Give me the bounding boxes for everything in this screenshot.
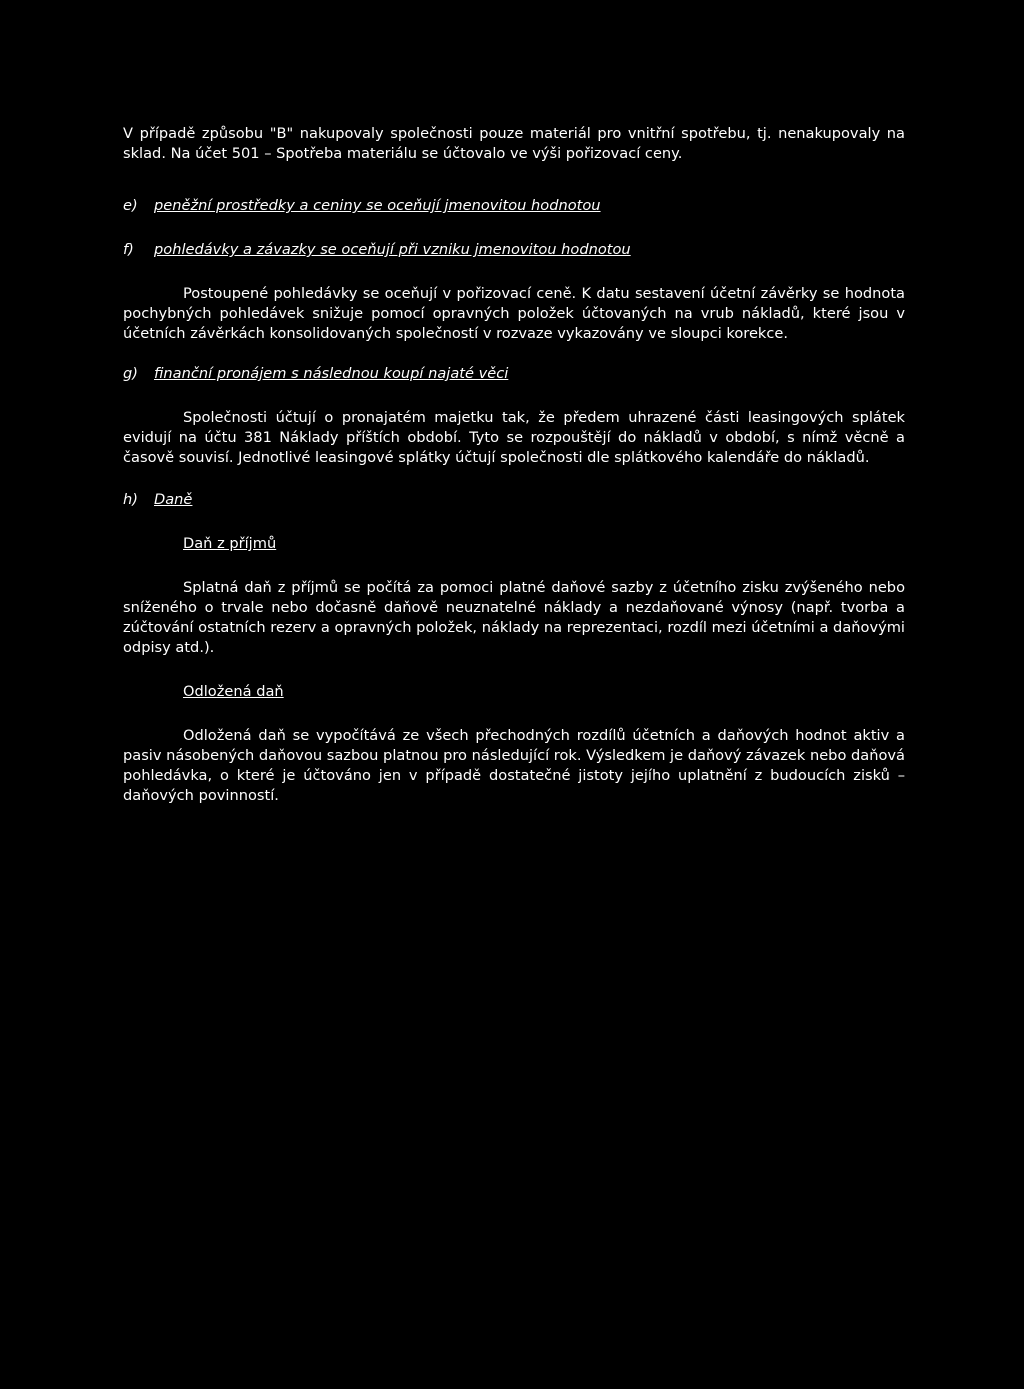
section-h-title: Daně xyxy=(154,491,193,508)
section-e-marker: e) xyxy=(123,197,138,214)
section-g-heading xyxy=(123,364,905,384)
section-e-title: peněžní prostředky a ceniny se oceňují jmenovitou hodnotou xyxy=(154,197,601,214)
section-g-body: Společnosti účtují o pronajatém majetku tak, že předem uhrazené části leasingových splátek evidují na účtu 381 Náklady příštích období. Tyto se rozpouštějí do nákladů v období, s nímž věcně a časově souvisí. Jednotlivé leasingové splátky účtují společnosti dle splátkového kalendáře do nákladů. xyxy=(123,409,905,466)
deferred-tax-body: Odložená daň se vypočítává ze všech přechodných rozdílů účetních a daňových hodnot aktiv a pasiv násobených daňovou sazbou platnou pro následující rok. Výsledkem je daňový závazek nebo daňová pohledávka, o které je účtováno jen v případě dostatečné jistoty jejího uplatnění z budoucích zisků – daňových povinností. xyxy=(123,727,905,804)
section-f-body: Postoupené pohledávky se oceňují v pořizovací ceně. K datu sestavení účetní závěrky se hodnota pochybných pohledávek snižuje pomocí opravných položek účtovaných na vrub nákladů, které jsou v účetních závěrkách konsolidovaných společností v rozvaze vykazovány ve sloupci korekce. xyxy=(123,285,905,342)
section-g-title: finanční pronájem s následnou koupí najaté věci xyxy=(154,365,509,382)
document-page xyxy=(123,124,905,806)
section-g-marker: g) xyxy=(123,365,138,382)
section-f-heading xyxy=(123,240,905,260)
deferred-tax-subheading: Odložená daň xyxy=(183,683,284,700)
intro-paragraph: V případě způsobu "B" nakupovaly společnosti pouze materiál pro vnitřní spotřebu, tj. nenakupovaly na sklad. Na účet 501 – Spotřeba materiálu se účtovalo ve výši pořizovací ceny. xyxy=(123,125,905,162)
section-h-marker: h) xyxy=(123,491,138,508)
income-tax-subheading: Daň z příjmů xyxy=(183,535,277,552)
section-h-heading xyxy=(123,490,905,510)
section-f-title: pohledávky a závazky se oceňují při vzniku jmenovitou hodnotou xyxy=(154,241,631,258)
section-f-marker: f) xyxy=(123,241,134,258)
income-tax-body: Splatná daň z příjmů se počítá za pomoci platné daňové sazby z účetního zisku zvýšeného nebo sníženého o trvale nebo dočasně daňově neuznatelné náklady a nezdaňované výnosy (např. tvorba a zúčtování ostatních rezerv a opravných položek, náklady na reprezentaci, rozdíl mezi účetními a daňovými odpisy atd.). xyxy=(123,579,905,656)
section-e-heading xyxy=(123,196,905,216)
